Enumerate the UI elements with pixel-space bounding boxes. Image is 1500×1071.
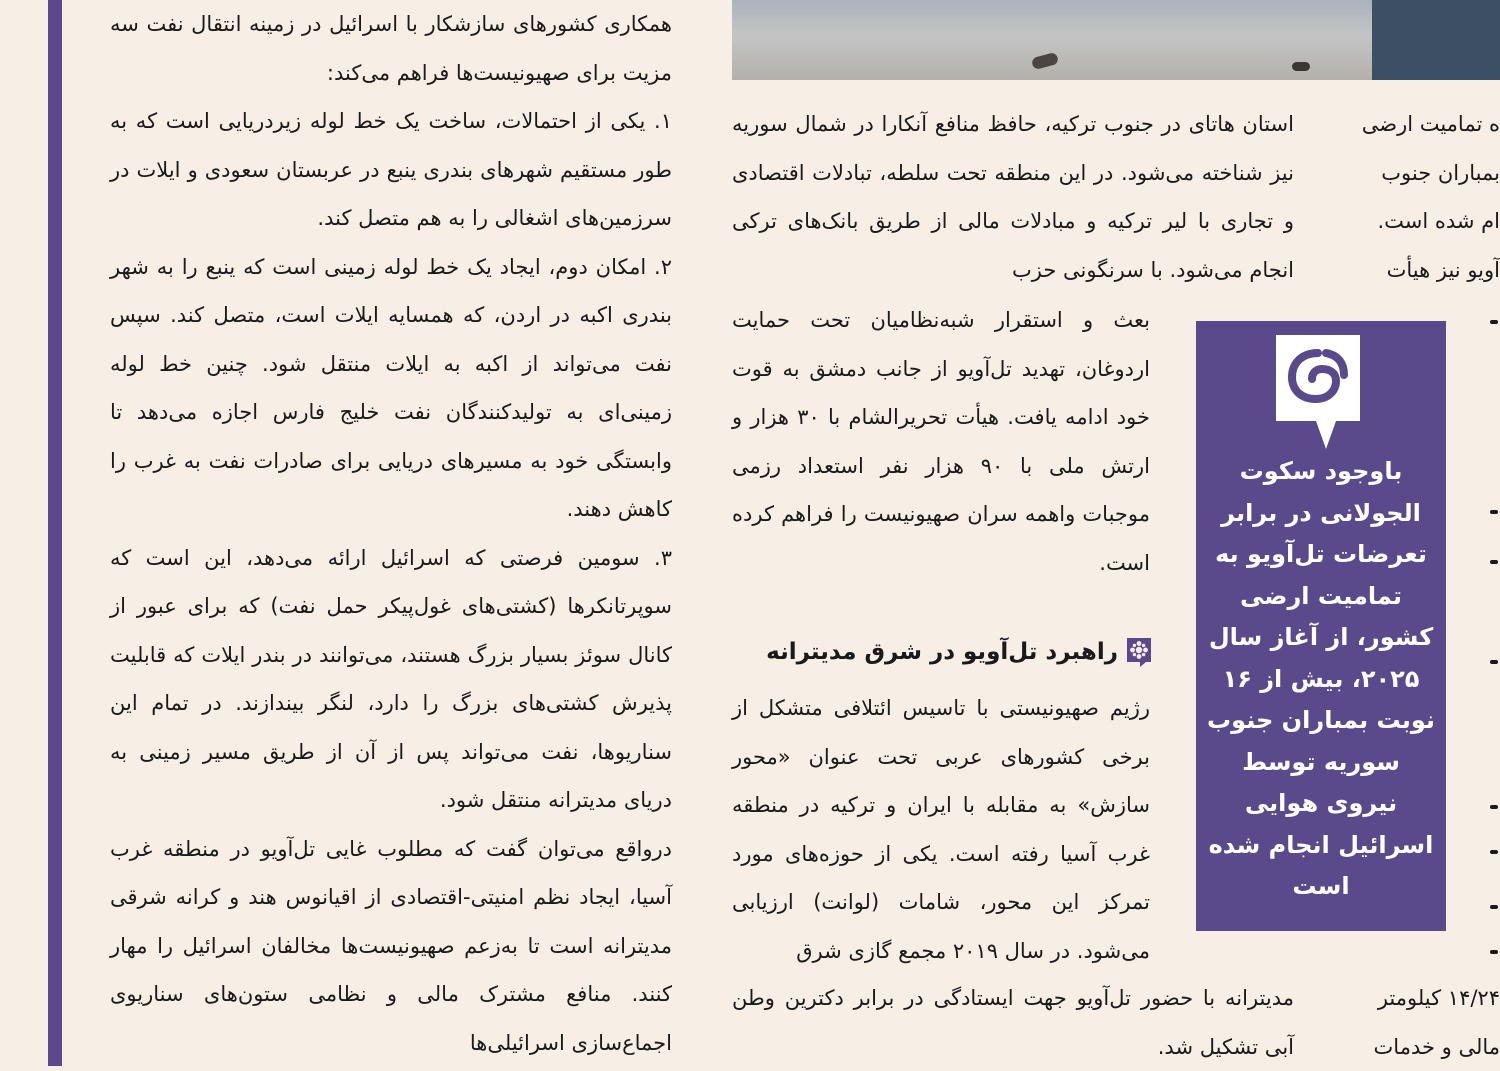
paragraph: ۳. سومین فرصتی که اسرائیل ارائه می‌دهد، این است که سوپرتانکرها (کشتی‌های غول‌پیکر حمل نفت) که برای عبور از کانال سوئز بسیار بزرگ هستند، می‌توانند در بندر ایلات که قابلیت پذیرش کشتی‌های بزرگ را دارد، لنگر بیندازند. در تمام این سناریوها، نفت می‌تواند پس از آن از طریق مسیر زمینی به دریای مدیترانه منتقل شود. — [110, 534, 672, 825]
article-photo — [732, 0, 1500, 80]
text-fragment — [1490, 805, 1498, 809]
text-fragment — [1490, 660, 1498, 664]
magazine-logo-icon — [1272, 331, 1364, 451]
middle-column-bottom — [732, 974, 1294, 1071]
paragraph: بعث و استقرار شبه‌نظامیان تحت حمایت اردوغان، تهدید تل‌آویو از جانب دمشق به قوت خود ادامه یافت. هیأت تحریرالشام با ۳۰ هزار و ارتش ملی با ۹۰ هزار نفر استعداد رزمی موجبات واهمه سران صهیونیست را فراهم کرده است. — [732, 296, 1150, 587]
middle-column-body — [732, 684, 1150, 975]
right-column-bottom — [1350, 974, 1500, 1071]
heading-text: راهبرد تل‌آویو در شرق مدیترانه — [766, 639, 1118, 665]
text-line: ام شده است. — [1350, 197, 1500, 246]
right-column-top — [1350, 100, 1500, 294]
page-edge-bar — [48, 0, 62, 1066]
text-line: مالی و خدمات — [1350, 1023, 1500, 1071]
paragraph: رژیم صهیونیستی با تاسیس ائتلافی متشکل از برخی کشورهای عربی تحت عنوان «محور سازش» به مقابله با ایران و ترکیه در منطقه غرب آسیا رفته است. یکی از حوزه‌های مورد تمرکز این محور، شامات (لوانت) ارزیابی می‌شود. در سال ۲۰۱۹ مجمع گازی شرق — [732, 684, 1150, 975]
paragraph: همکاری کشورهای سازشکار با اسرائیل در زمینه انتقال نفت سه مزیت برای صهیونیست‌ها فراهم می‌کند: — [110, 0, 672, 97]
pull-quote-text: باوجود سکوت الجولانی در برابر تعرضات تل‌آویو به تمامیت ارضی کشور، از آغاز سال ۲۰۲۵، بیش از ۱۶ نوبت بمباران جنوب سوریه توسط نیروی هوایی اسرائیل انجام شده است — [1196, 451, 1446, 908]
text-fragment — [1490, 905, 1498, 909]
left-column — [110, 0, 672, 1067]
text-fragment — [1490, 560, 1498, 564]
photo-shadow-area — [1372, 0, 1500, 80]
text-fragment — [1490, 950, 1498, 954]
text-line: ۱۴/۲۴ کیلومتر — [1350, 974, 1500, 1023]
paragraph: ۱. یکی از احتمالات، ساخت یک خط لوله زیردریایی است که به طور مستقیم شهرهای بندری ینبع در عربستان سعودی و ایلات در سرزمین‌های اشغالی را به هم متصل کند. — [110, 97, 672, 243]
bullet-flower-icon — [1126, 637, 1152, 667]
text-fragment — [1490, 850, 1498, 854]
text-line: ه تمامیت ارضی — [1350, 100, 1500, 149]
text-fragment — [1490, 510, 1498, 514]
section-heading — [800, 628, 1152, 676]
paragraph: استان هاتای در جنوب ترکیه، حافظ منافع آنکارا در شمال سوریه نیز شناخته می‌شود. در این منطقه تحت سلطه، تبادلات اقتصادی و تجاری با لیر ترکیه و مبادلات مالی از طریق بانک‌های ترکی انجام می‌شود. با سرنگونی حزب — [732, 100, 1294, 294]
paragraph: مدیترانه با حضور تل‌آویو جهت ایستادگی در برابر دکترین وطن آبی تشکیل شد. — [732, 974, 1294, 1071]
middle-column-narrow — [732, 296, 1150, 587]
text-line: آویو نیز هیأت — [1350, 246, 1500, 295]
paragraph: درواقع می‌توان گفت که مطلوب غایی تل‌آویو در منطقه غرب آسیا، ایجاد نظم امنیتی-اقتصادی از اقیانوس هند و کرانه شرقی مدیترانه است تا به‌زعم صهیونیست‌ها مخالفان اسرائیل را مهار کنند. منافع مشترک مالی و نظامی ستون‌های سناریوی اجماع‌سازی اسرائیلی‌ها — [110, 825, 672, 1068]
text-line: بمباران جنوب — [1350, 149, 1500, 198]
photo-debris — [1031, 52, 1059, 70]
middle-column-top — [732, 100, 1294, 294]
paragraph: ۲. امکان دوم، ایجاد یک خط لوله زمینی است که ینبع را به شهر بندری اکبه در اردن، که همسایه ایلات است، متصل کند. سپس نفت می‌تواند از اکبه به ایلات منتقل شود. چنین خط لوله زمینی‌ای به تولیدکنندگان نفت خلیج فارس اجازه می‌دهد تا وابستگی خود به مسیرهای دریایی برای صادرات نفت به غرب را کاهش دهند. — [110, 243, 672, 534]
photo-debris — [1292, 62, 1310, 71]
cropped-text-edge — [1488, 300, 1500, 980]
pull-quote-box — [1196, 321, 1446, 931]
text-fragment — [1490, 320, 1498, 324]
